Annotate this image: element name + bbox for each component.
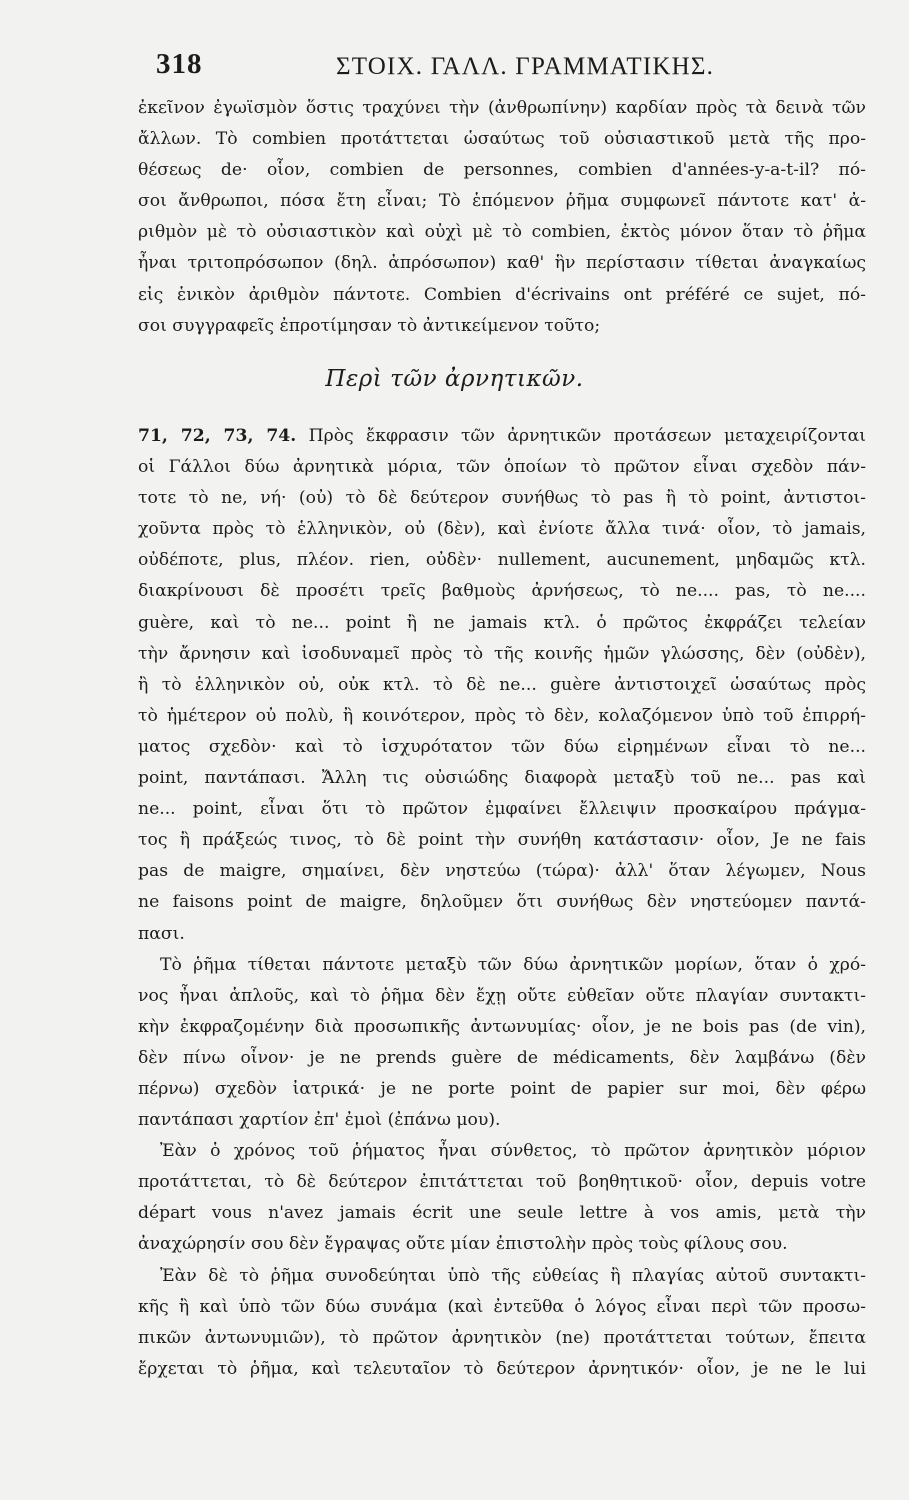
text-line: ne faisons point de maigre, δηλοῦμεν ὅτι συνήθως δὲν νηστεύομεν παντά- [138, 892, 866, 913]
text-line: τοτε τὸ ne, νή· (οὐ) τὸ δὲ δεύτερον συνήθως τὸ pas ἢ τὸ point, ἀντιστοι- [138, 488, 866, 509]
text-line: ἦναι τριτοπρόσωπον (δηλ. ἀπρόσωπον) καθ' ἣν περίστασιν τίθεται ἀναγκαίως [138, 253, 866, 274]
text-line: σοι ἄνθρωποι, πόσα ἔτη εἶναι; Τὸ ἑπόμενον ῥῆμα συμφωνεῖ πάντοτε κατ' ἀ- [138, 191, 866, 212]
text-line: Πρὸς ἔκφρασιν τῶν ἀρνητικῶν προτάσεων μεταχειρίζονται [308, 426, 866, 446]
text-line: δὲν πίνω οἶνον· je ne prends guère de médicaments, δὲν λαμβάνω (δὲν [138, 1047, 866, 1068]
text-line: νος ἦναι ἁπλοῦς, καὶ τὸ ῥῆμα δὲν ἔχῃ οὔτε εὐθεῖαν οὔτε πλαγίαν συντακτι- [138, 985, 866, 1006]
text-line: Τὸ ῥῆμα τίθεται πάντοτε μεταξὺ τῶν δύω ἀρνητικῶν μορίων, ὅταν ὁ χρό- [160, 954, 866, 975]
text-line: ἢ τὸ ἑλληνικὸν οὐ, οὐκ κτλ. τὸ δὲ ne... guère ἀντιστοιχεῖ ὡσαύτως πρὸς [138, 674, 866, 695]
text-line: ἐκεῖνον ἐγωϊσμὸν ὅστις τραχύνει τὴν (ἀνθρωπίνην) καρδίαν πρὸς τὰ δεινὰ τῶν [138, 98, 866, 118]
paragraph-combien [138, 93, 866, 342]
text-line: θέσεως de· οἷον, combien de personnes, combien d'années-y-a-t-il? πό- [138, 160, 866, 181]
text-line: ἀναχώρησίν σου δὲν ἔγραψας οὔτε μίαν ἐπιστολὴν πρὸς τοὺς φίλους σου. [138, 1234, 788, 1255]
section-heading: Περὶ τῶν ἀρνητικῶν. [325, 366, 584, 392]
text-line: point, παντάπασι. Ἄλλη τις οὐσιώδης διαφορὰ μεταξὺ τοῦ ne... pas καὶ [138, 768, 866, 789]
text-line: κὴν ἐκφραζομένην διὰ προσωπικῆς ἀντωνυμίας· οἷον, je ne bois pas (de vin), [138, 1016, 866, 1037]
text-line: τὸ ἡμέτερον οὐ πολὺ, ἢ κοινότερον, πρὸς τὸ δὲν, κολαζόμενον ὑπὸ τοῦ ἐπιρρή- [138, 705, 866, 726]
text-line: Ἐὰν δὲ τὸ ῥῆμα συνοδεύηται ὑπὸ τῆς εὐθείας ἢ πλαγίας αὐτοῦ συντακτι- [160, 1265, 866, 1286]
text-line: προτάττεται, τὸ δὲ δεύτερον ἐπιτάττεται τοῦ βοηθητικοῦ· οἷον, depuis votre [138, 1172, 866, 1193]
text-line: εἰς ἑνικὸν ἀριθμὸν πάντοτε. Combien d'écrivains ont préféré ce sujet, πό- [138, 284, 866, 305]
text-line: πέρνω) σχεδὸν ἰατρικά· je ne porte point de papier sur moi, δὲν φέρω [138, 1078, 866, 1099]
text-line: οἱ Γάλλοι δύω ἀρνητικὰ μόρια, τῶν ὁποίων τὸ πρῶτον εἶναι σχεδὸν πάν- [138, 457, 866, 478]
text-line: ριθμὸν μὲ τὸ οὐσιαστικὸν καὶ οὐχὶ μὲ τὸ combien, ἐκτὸς μόνον ὅταν τὸ ῥῆμα [138, 222, 866, 243]
text-line: πασι. [138, 923, 185, 944]
text-line: διακρίνουσι δὲ προσέτι τρεῖς βαθμοὺς ἀρνήσεως, τὸ ne.... pas, τὸ ne.... [138, 581, 866, 602]
text-line: guère, καὶ τὸ ne... point ἢ ne jamais κτλ. ὁ πρῶτος ἐκφράζει τελείαν [138, 612, 866, 633]
text-line: τὴν ἄρνησιν καὶ ἰσοδυναμεῖ πρὸς τὸ τῆς κοινῆς ἡμῶν γλώσσης, δὲν (οὐδὲν), [138, 643, 866, 664]
text-line: ματος σχεδὸν· καὶ τὸ ἰσχυρότατον τῶν δύω εἰρημένων εἶναι τὸ ne... [138, 736, 866, 757]
text-line: τος ἢ πράξεώς τινος, τὸ δὲ point τὴν συνήθη κατάστασιν· οἷον, Je ne fais [138, 830, 866, 851]
text-line: départ vous n'avez jamais écrit une seule lettre à vos amis, μετὰ τὴν [138, 1203, 866, 1224]
text-line: pas de maigre, σημαίνει, δὲν νηστεύω (τώρα)· ἀλλ' ὅταν λέγωμεν, Nous [138, 861, 866, 882]
text-line: ne... point, εἶναι ὅτι τὸ πρῶτον ἐμφαίνει ἔλλειψιν προσκαίρου πράγμα- [138, 799, 866, 820]
text-line-lead [138, 421, 866, 452]
paragraph-negatives [138, 421, 866, 1385]
text-line: οὐδέποτε, plus, πλέον. rien, οὐδὲν· nullement, aucunement, μηδαμῶς κτλ. [138, 550, 866, 571]
text-line: χοῦντα πρὸς τὸ ἑλληνικὸν, οὐ (δὲν), καὶ ἐνίοτε ἄλλα τινά· οἷον, τὸ jamais, [138, 519, 866, 540]
page-header [136, 44, 866, 88]
text-line: ἔρχεται τὸ ῥῆμα, καὶ τελευταῖον τὸ δεύτερον ἀρνητικόν· οἷον, je ne le lui [138, 1358, 866, 1379]
text-line: σοι συγγραφεῖς ἐπροτίμησαν τὸ ἀντικείμενον τοῦτο; [138, 315, 601, 336]
text-line: ἄλλων. Τὸ combien προτάττεται ὡσαύτως τοῦ οὐσιαστικοῦ μετὰ τῆς προ- [138, 129, 866, 150]
section-numbers: 71, 72, 73, 74. [138, 426, 297, 446]
text-line: παντάπασι χαρτίον ἐπ' ἐμοὶ (ἐπάνω μου). [138, 1110, 501, 1131]
text-line: Ἐὰν ὁ χρόνος τοῦ ῥήματος ἦναι σύνθετος, τὸ πρῶτον ἀρνητικὸν μόριον [160, 1141, 866, 1162]
text-line: κῆς ἢ καὶ ὑπὸ τῶν δύω συνάμα (καὶ ἐντεῦθα ὁ λόγος εἶναι περὶ τῶν προσω- [138, 1296, 866, 1317]
running-head: ΣΤΟΙΧ. ΓΑΛΛ. ΓΡΑΜΜΑΤΙΚΗΣ. [336, 53, 715, 80]
text-line: πικῶν ἀντωνυμιῶν), τὸ πρῶτον ἀρνητικὸν (ne) προτάττεται τούτων, ἔπειτα [138, 1327, 866, 1348]
page-number: 318 [156, 48, 203, 80]
